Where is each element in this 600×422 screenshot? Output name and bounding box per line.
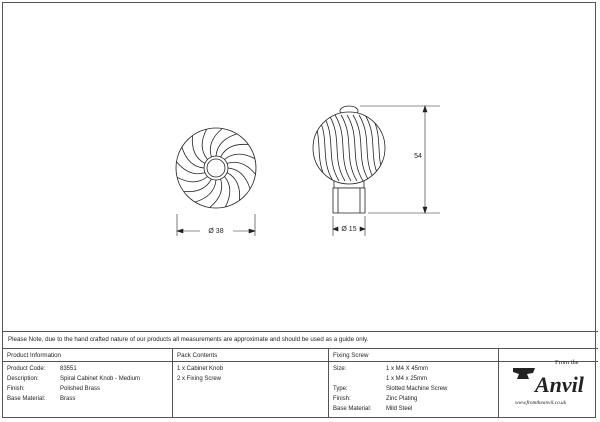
- row-value: Brass: [60, 396, 76, 402]
- row-value: 1 x M4 x 25mm: [386, 376, 428, 382]
- description-row: [7, 376, 140, 382]
- pack-contents: [172, 349, 328, 418]
- base-material-row: [333, 406, 412, 412]
- spiral-groove: [182, 147, 204, 168]
- row-label: Base Material:: [7, 396, 46, 402]
- divider: [2, 331, 598, 332]
- row-value: Spiral Cabinet Knob - Medium: [60, 376, 141, 382]
- height-dimension-label: 54: [414, 153, 422, 160]
- pack-item: 2 x Fixing Screw: [177, 376, 222, 382]
- row-label: Product Code:: [7, 366, 46, 372]
- row-label: Base Material:: [333, 406, 372, 412]
- product-information-heading: Product Information: [7, 352, 61, 359]
- row-label: Size:: [333, 366, 347, 372]
- row-value: Zinc Plating: [386, 396, 418, 402]
- row-label: Finish:: [7, 386, 25, 392]
- from-the-anvil-logo: [505, 352, 597, 416]
- anvil-icon: [513, 368, 535, 379]
- row-value: Mild Steel: [386, 406, 413, 412]
- spiral-groove: [225, 154, 255, 159]
- fixing-screw-heading: Fixing Screw: [333, 352, 369, 359]
- base-dimension-label: Ø 15: [341, 226, 357, 233]
- product-information: [2, 349, 172, 418]
- finish-row: [333, 396, 417, 402]
- logo-tagline: From the: [555, 359, 579, 366]
- row-label: Finish:: [333, 396, 351, 402]
- pack-item: 1 x Cabinet Knob: [177, 366, 224, 372]
- row-label: Description:: [7, 376, 39, 382]
- row-label: Type:: [333, 386, 348, 392]
- spiral-groove: [177, 177, 207, 182]
- finish-row: [7, 386, 100, 392]
- disclaimer-note: Please Note, due to the hand crafted nature of our products all measurements are approximate and should be used as a guide only.: [8, 336, 369, 343]
- spiral-groove: [195, 180, 216, 202]
- size-row: [333, 366, 428, 372]
- logo-brand: Anvil: [535, 372, 584, 397]
- spiral-groove: [202, 129, 207, 159]
- product-code-row: [7, 366, 77, 372]
- type-row: [333, 386, 447, 392]
- size-row-2: [333, 376, 427, 382]
- row-value: 1 x M4 X 45mm: [386, 366, 429, 372]
- logo-url: www.fromtheanvil.co.uk: [515, 400, 567, 406]
- pack-contents-heading: Pack Contents: [177, 352, 218, 359]
- front-dimension-label: Ø 38: [208, 228, 224, 235]
- front-view: [176, 128, 256, 208]
- row-value: Slotted Machine Screw: [386, 386, 448, 392]
- spiral-groove: [216, 134, 237, 156]
- side-view: [311, 106, 387, 213]
- row-value: Polished Brass: [60, 386, 101, 392]
- base-material-row: [7, 396, 75, 402]
- fixing-screw: [328, 349, 498, 418]
- column-divider: [498, 349, 499, 418]
- spiral-groove: [225, 177, 230, 207]
- spiral-groove: [228, 168, 250, 189]
- row-value: 83551: [60, 366, 77, 372]
